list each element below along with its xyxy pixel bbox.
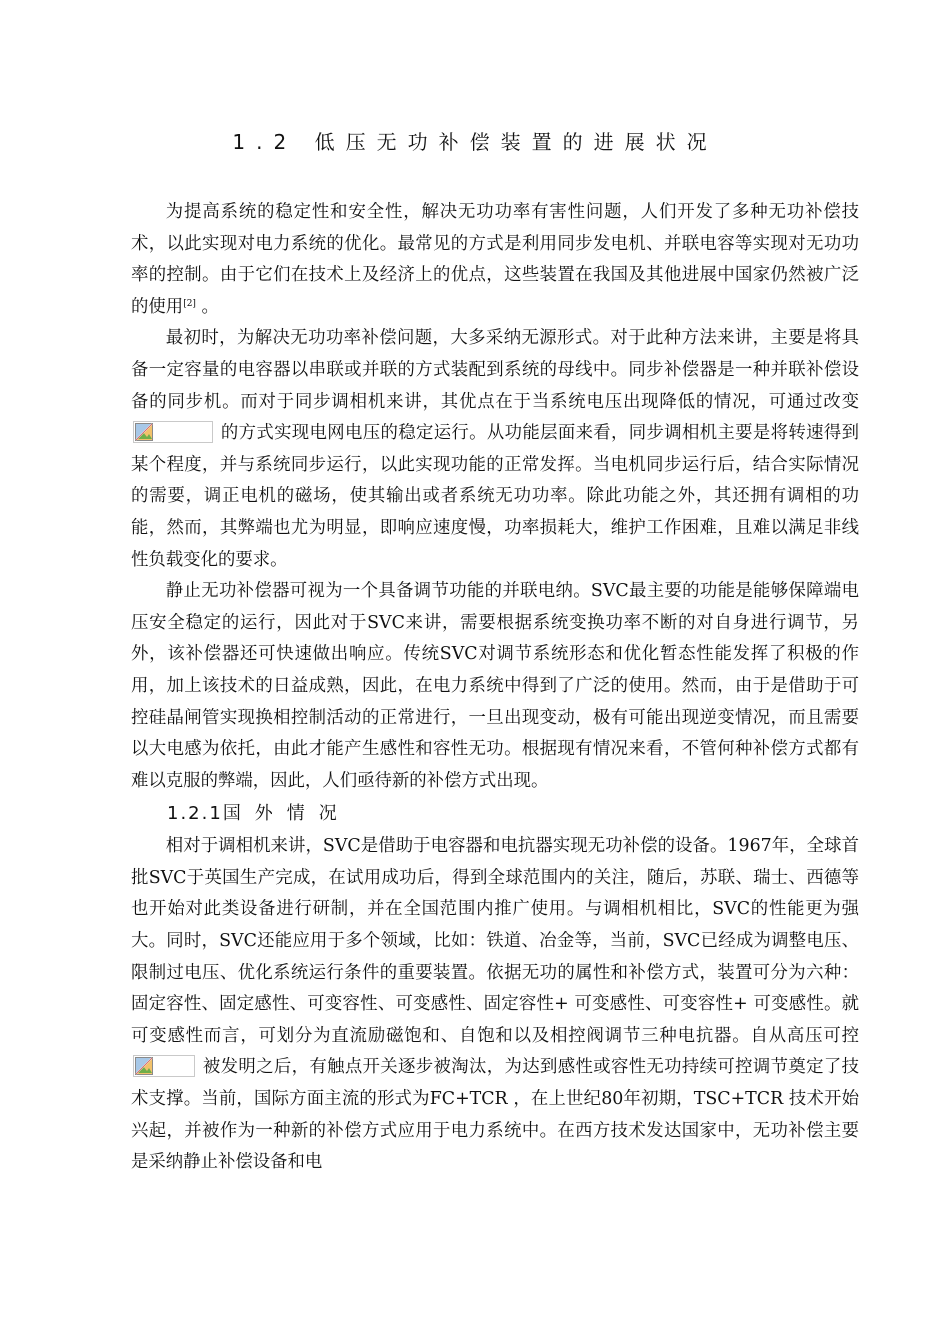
subsection-heading: [131, 797, 859, 831]
broken-image-icon: [135, 1057, 153, 1075]
paragraph-intro-end: 。: [195, 296, 219, 317]
subsection-title: 国外情况: [222, 803, 351, 825]
paragraph-text: 的方式实现电网电压的稳定运行。从功能层面来看，同步调相机主要是将转速得到某个程度，并与系统同步运行，以此实现功能的正常发挥。当电机同步运行后，结合实际情况的需要，调正电机的磁场，使其输出或者系统无功功率。除此功能之外，其还拥有调相的功能，然而，其弊端也尤为明显，即响应速度慢，功率损耗大，维护工作困难，且难以满足非线性负载变化的要求。: [131, 423, 859, 570]
paragraph-text: 相对于调相机来讲，SVC是借助于电容器和电抗器实现无功补偿的设备。1967年，全球首批SVC于英国生产完成，在试用成功后，得到全球范围内的关注，随后，苏联、瑞士、西德等也开始对此类设备进行研制，并在全国范围内推广使用。与调相机相比，SVC的性能更为强大。同时，SVC还能应用于多个领域，比如：铁道、冶金等，当前，SVC已经成为调整电压、限制过电压、优化系统运行条件的重要装置。依据无功的属性和补偿方式，装置可分为六种：固定容性、固定感性、可变容性、可变感性、固定容性+ 可变感性、可变容性+ 可变感性。就可变感性而言，可划分为直流励磁饱和、自饱和以及相控阀调节三种电抗器。自从高压可控: [131, 836, 859, 1046]
broken-image-placeholder: [133, 421, 213, 443]
paragraph-synchronous-compensator: [131, 323, 859, 576]
paragraph-intro-text: 为提高系统的稳定性和安全性，解决无功功率有害性问题，人们开发了多种无功补偿技术，以此实现对电力系统的优化。最常见的方式是利用同步发电机、并联电容等实现对无功功率的控制。由于它们在技术上及经济上的优点，这些装置在我国及其他进展中国家仍然被广泛的使用: [131, 202, 859, 317]
paragraph-text: 最初时，为解决无功功率补偿问题，大多采纳无源形式。对于此种方法来讲，主要是将具备一定容量的电容器以串联或并联的方式装配到系统的母线中。同步补偿器是一种并联补偿设备的同步机。而对于同步调相机来讲，其优点在于当系统电压出现降低的情况，可通过改变: [131, 328, 859, 412]
paragraph-svc: 静止无功补偿器可视为一个具备调节功能的并联电纳。SVC最主要的功能是能够保障端电压安全稳定的运行，因此对于SVC来讲，需要根据系统变换功率不断的对自身进行调节，另外，该补偿器还可快速做出响应。传统SVC对调节系统形态和优化暂态性能发挥了积极的作用，加上该技术的日益成熟，因此，在电力系统中得到了广泛的使用。然而，由于是借助于可控硅晶闸管实现换相控制活动的正常进行，一旦出现变动，极有可能出现逆变情况，而且需要以大电感为依托，由此才能产生感性和容性无功。根据现有情况来看，不管何种补偿方式都有难以克服的弊端，因此，人们亟待新的补偿方式出现。: [131, 581, 859, 791]
subsection-number: 1.2.1: [167, 803, 223, 825]
citation-ref[interactable]: [2]: [183, 298, 196, 309]
paragraph-intro: [131, 197, 859, 323]
paragraph-foreign-situation: [131, 831, 859, 1179]
broken-image-icon: [135, 423, 153, 441]
section-title: 1.2 低压无功补偿装置的进展状况: [232, 130, 718, 154]
body-text: [131, 197, 859, 1179]
paragraph-text: 被发明之后，有触点开关逐步被淘汰，为达到感性或容性无功持续可控调节奠定了技术支撑。当前，国际方面主流的形式为FC+TCR ，在上世纪80年初期，TSC+TCR 技术开始兴起，并被作为一种新的补偿方式应用于电力系统中。在西方技术发达国家中，无功补偿主要是采纳静止补偿设备和电: [131, 1057, 859, 1173]
broken-image-placeholder: [133, 1055, 195, 1077]
